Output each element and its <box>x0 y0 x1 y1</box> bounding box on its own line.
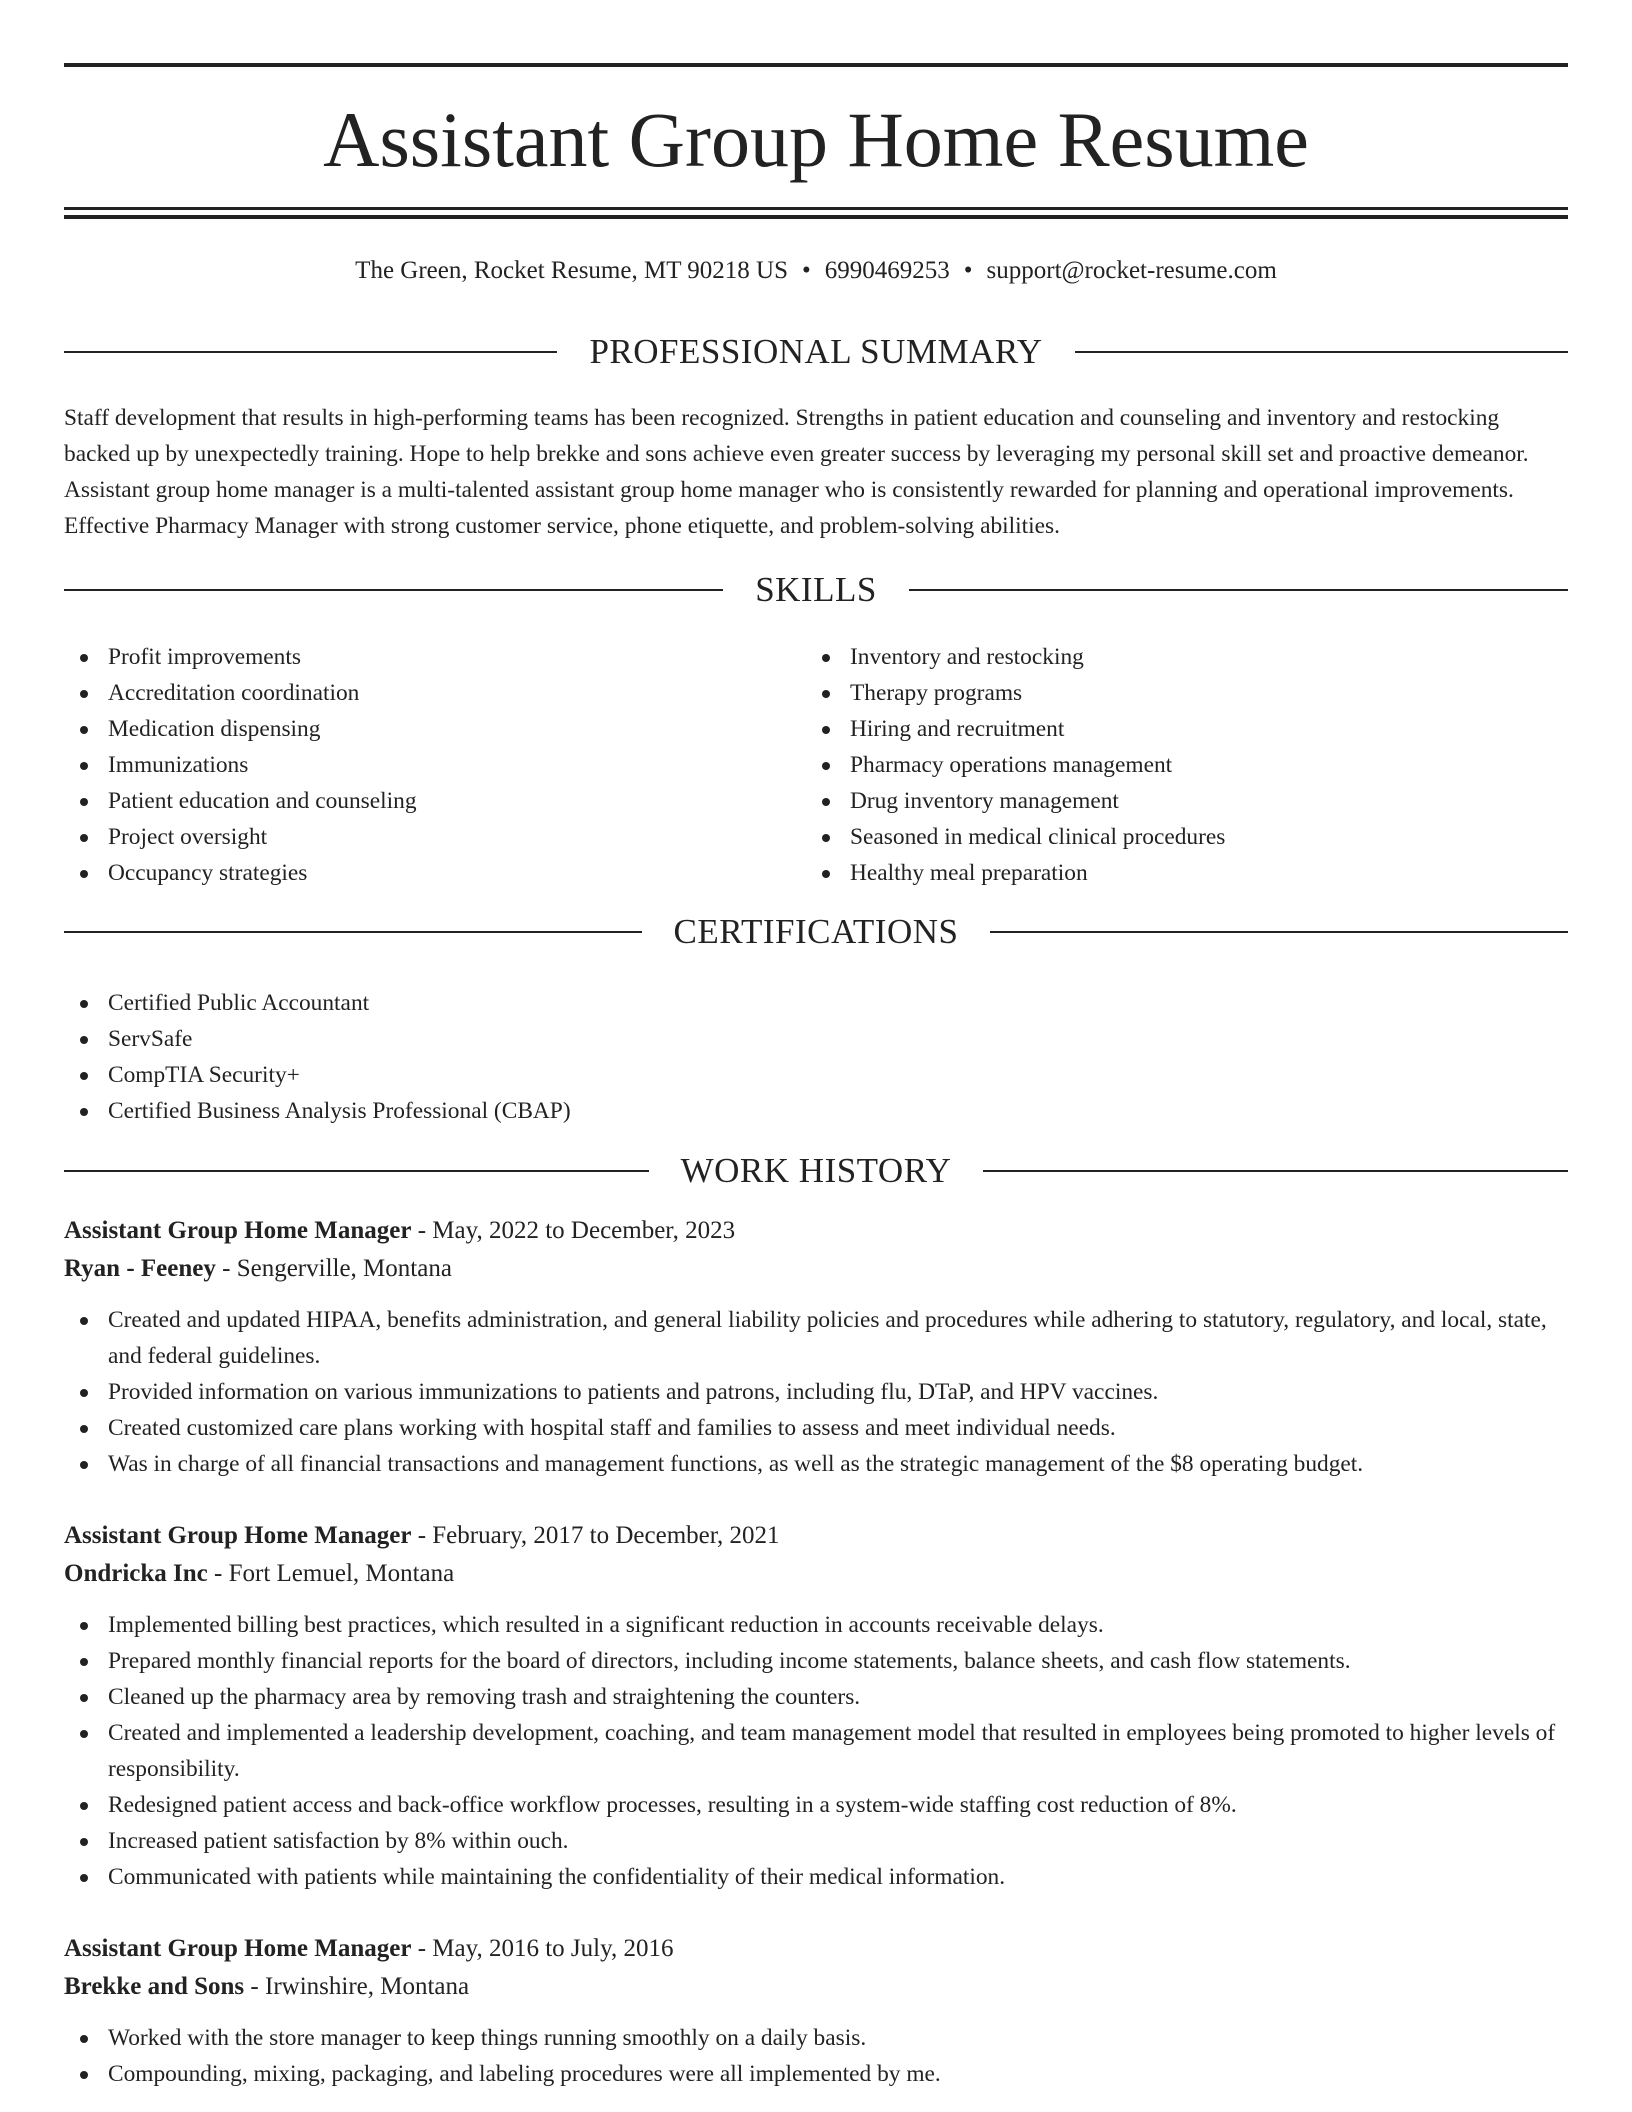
job-title-line <box>64 1212 1568 1250</box>
skill-item: Pharmacy operations management <box>806 747 1568 783</box>
job-location: - Irwinshire, Montana <box>244 1973 470 2000</box>
job-duty-item: Created customized care plans working with hospital staff and families to assess and meet individual needs. <box>64 1410 1568 1446</box>
contact-address: The Green, Rocket Resume, MT 90218 US <box>355 257 788 284</box>
job-entry <box>64 1517 1568 1895</box>
top-rule <box>64 63 1568 67</box>
section-header-summary <box>64 330 1568 374</box>
section-rule <box>64 351 557 353</box>
job-company-line <box>64 1968 1568 2006</box>
section-title: CERTIFICATIONS <box>673 912 959 951</box>
section-rule <box>990 931 1568 933</box>
certification-item: Certified Public Accountant <box>64 985 1568 1021</box>
certification-item: Certified Business Analysis Professional (CBAP) <box>64 1093 1568 1129</box>
job-duty-item: Increased patient satisfaction by 8% within ouch. <box>64 1823 1568 1859</box>
job-company: Brekke and Sons <box>64 1973 245 2000</box>
job-duty-item: Redesigned patient access and back-office workflow processes, resulting in a system-wide staffing cost reduction of 8%. <box>64 1787 1568 1823</box>
skill-item: Healthy meal preparation <box>806 855 1568 891</box>
job-company: Ondricka Inc <box>64 1560 208 1587</box>
skill-item: Inventory and restocking <box>806 639 1568 675</box>
job-location: - Fort Lemuel, Montana <box>207 1560 455 1587</box>
section-header-skills <box>64 568 1568 612</box>
resume-title: Assistant Group Home Resume <box>323 96 1309 183</box>
job-title-line <box>64 1930 1568 1968</box>
skill-item: Patient education and counseling <box>64 783 804 819</box>
section-title: WORK HISTORY <box>680 1151 952 1190</box>
summary-text: Staff development that results in high-performing teams has been recognized. Strengths in patient education and counseling and inventory and restocking backed up by unexpectedly training. Hope to help brekke and sons achieve even greater success by leveraging my personal skill set and proactive demeanor. Assistant group home manager is a multi-talented assistant group home manager who is consistently rewarded for planning and operational improvements. Effective Pharmacy Manager with strong customer service, phone etiquette, and problem-solving abilities. <box>64 405 1529 539</box>
job-duty-item: Compounding, mixing, packaging, and labeling procedures were all implemented by me. <box>64 2056 1568 2092</box>
contact-email: support@rocket-resume.com <box>986 257 1277 284</box>
contact-separator: • <box>963 257 973 284</box>
job-entry <box>64 1212 1568 1482</box>
job-dates: - February, 2017 to December, 2021 <box>411 1522 780 1549</box>
title-rule-upper <box>64 207 1568 210</box>
section-rule <box>1075 351 1568 353</box>
job-duty-item: Cleaned up the pharmacy area by removing trash and straightening the counters. <box>64 1679 1568 1715</box>
skill-item: Project oversight <box>64 819 804 855</box>
section-rule <box>64 931 642 933</box>
job-duty-item: Prepared monthly financial reports for the board of directors, including income statements, balance sheets, and cash flow statements. <box>64 1643 1568 1679</box>
job-duties-list <box>64 2020 1568 2092</box>
job-company-line <box>64 1555 1568 1593</box>
job-company: Ryan - Feeney <box>64 1255 216 1282</box>
job-duty-item: Communicated with patients while maintaining the confidentiality of their medical information. <box>64 1859 1568 1895</box>
contact-line <box>64 254 1568 288</box>
section-rule <box>64 1170 649 1172</box>
skills-list-right <box>806 639 1568 891</box>
section-title: PROFESSIONAL SUMMARY <box>589 332 1043 371</box>
job-title: Assistant Group Home Manager <box>64 1522 412 1549</box>
section-rule <box>64 589 723 591</box>
section-rule <box>909 589 1568 591</box>
job-title-line <box>64 1517 1568 1555</box>
section-header-certifications <box>64 910 1568 954</box>
job-duty-item: Was in charge of all financial transactions and management functions, as well as the strategic management of the $8 operating budget. <box>64 1446 1568 1482</box>
job-duty-item: Implemented billing best practices, which resulted in a significant reduction in accounts receivable delays. <box>64 1607 1568 1643</box>
job-duty-item: Created and updated HIPAA, benefits administration, and general liability policies and procedures while adhering to statutory, regulatory, and local, state, and federal guidelines. <box>64 1302 1568 1374</box>
skill-item: Therapy programs <box>806 675 1568 711</box>
job-duty-item: Provided information on various immunizations to patients and patrons, including flu, DTaP, and HPV vaccines. <box>64 1374 1568 1410</box>
skill-item: Occupancy strategies <box>64 855 804 891</box>
section-header-work-history <box>64 1149 1568 1193</box>
job-location: - Sengerville, Montana <box>215 1255 452 1282</box>
job-title: Assistant Group Home Manager <box>64 1217 412 1244</box>
skill-item: Drug inventory management <box>806 783 1568 819</box>
section-title: SKILLS <box>755 570 877 609</box>
skill-item: Accreditation coordination <box>64 675 804 711</box>
skill-item: Hiring and recruitment <box>806 711 1568 747</box>
job-dates: - May, 2022 to December, 2023 <box>411 1217 736 1244</box>
job-company-line <box>64 1250 1568 1288</box>
job-duty-item: Created and implemented a leadership development, coaching, and team management model that resulted in employees being promoted to higher levels of responsibility. <box>64 1715 1568 1787</box>
skill-item: Immunizations <box>64 747 804 783</box>
job-duty-item: Worked with the store manager to keep things running smoothly on a daily basis. <box>64 2020 1568 2056</box>
skill-item: Medication dispensing <box>64 711 804 747</box>
job-dates: - May, 2016 to July, 2016 <box>411 1935 674 1962</box>
job-entry <box>64 1930 1568 2092</box>
job-duties-list <box>64 1607 1568 1895</box>
job-title: Assistant Group Home Manager <box>64 1935 412 1962</box>
skills-list-left <box>64 639 804 891</box>
contact-separator: • <box>801 257 811 284</box>
title-rule-lower <box>64 215 1568 219</box>
contact-phone: 6990469253 <box>824 257 950 284</box>
job-duties-list <box>64 1302 1568 1482</box>
certification-item: ServSafe <box>64 1021 1568 1057</box>
certifications-list <box>64 985 1568 1129</box>
skill-item: Profit improvements <box>64 639 804 675</box>
skill-item: Seasoned in medical clinical procedures <box>806 819 1568 855</box>
section-rule <box>983 1170 1568 1172</box>
certification-item: CompTIA Security+ <box>64 1057 1568 1093</box>
